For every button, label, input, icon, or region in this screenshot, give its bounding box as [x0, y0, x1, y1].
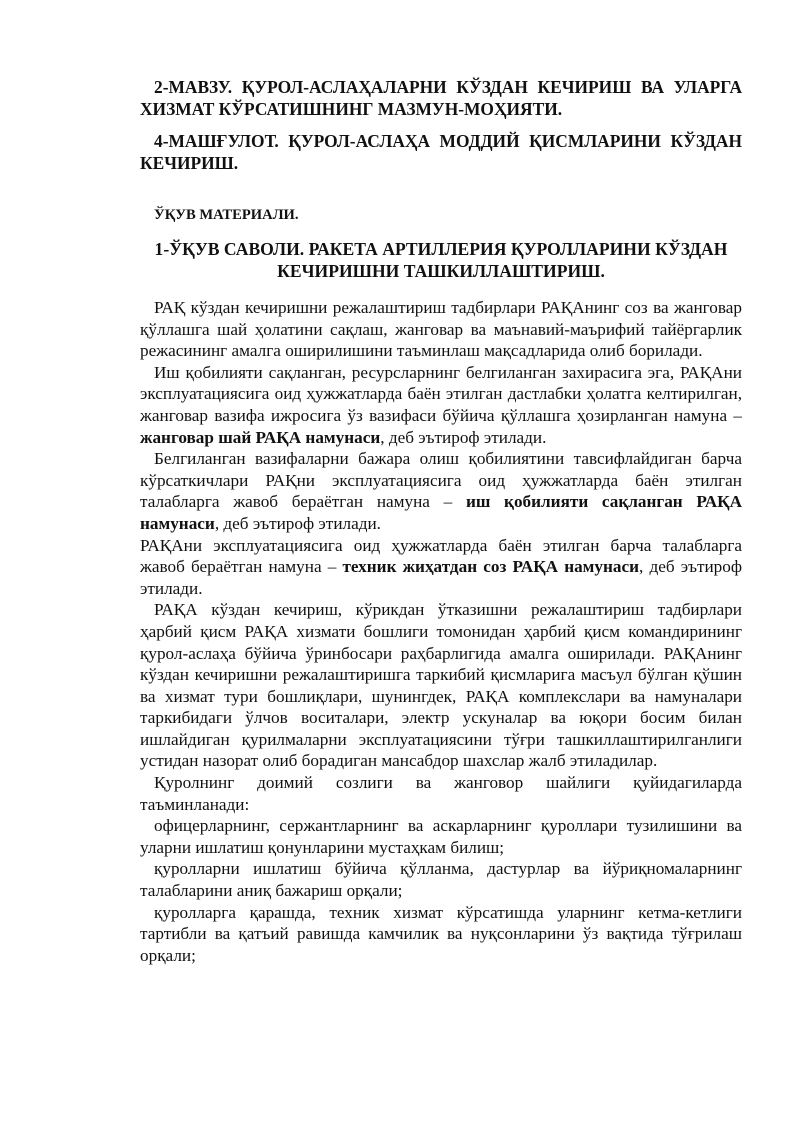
material-heading: ЎҚУВ МАТЕРИАЛИ. — [154, 207, 299, 223]
paragraph-6: Қуролнинг доимий созлиги ва жанговор шайлиги қуйидагиларда таъминланади: — [140, 773, 742, 814]
paragraph-4-term: техник жиҳатдан соз РАҚА намунаси — [342, 557, 640, 577]
list-item-2: қуролларни ишлатиш бўйича қўлланма, дастурлар ва йўриқномаларнинг талабларини аниқ бажариш орқали; — [140, 859, 742, 901]
paragraph-3 — [140, 448, 742, 534]
paragraph-2-text-c: , деб эътироф этилади. — [380, 427, 547, 447]
paragraph-5: РАҚА кўздан кечириш, кўрикдан ўтказишни режалаштириш тадбирлари ҳарбий қисм РАҚА хизмати бошлиги томонидан ҳарбий қисм командирининг қурол-аслаҳа бўйича ўринбосари раҳбарлигида амалга оширилади. РАҚАнинг кўздан кечиришни режалаштиришга таркибий қисмларига масъул бўлган қўшин ва хизмат тури бошлиқлари, шунингдек, РАҚА комплекслари ва намуналари таркибидаги ўлчов воситалари, электр ускуналар ва юқори босим билан ишлайдиган қурилмаларни эксплуатациясини тўғри ташкиллаштирилганлиги устидан назорат олиб борадиган мансабдор шахслар жалб этиладилар. — [140, 600, 742, 771]
paragraph-4-text-c: , деб эътироф этилади. — [140, 557, 742, 598]
paragraph-3-text-c: , деб эътироф этилади. — [214, 513, 381, 533]
list-item-3: қуролларга қарашда, техник хизмат кўрсатишда уларнинг кетма-кетлиги тартибли ва қатъий равишда камчилик ва нуқсонларини ўз вақтида тўғрилаш орқали; — [140, 902, 742, 965]
question-heading: 1-ЎҚУВ САВОЛИ. РАКЕТА АРТИЛЛЕРИЯ ҚУРОЛЛАРИНИ КЎЗДАН КЕЧИРИШНИ ТАШКИЛЛАШТИРИШ. — [154, 239, 728, 281]
topic-heading: 2-МАВЗУ. ҚУРОЛ-АСЛАҲАЛАРНИ КЎЗДАН КЕЧИРИШ ВА УЛАРГА ХИЗМАТ КЎРСАТИШНИНГ МАЗМУН-МОҲИЯТИ. — [140, 77, 742, 119]
paragraph-1: РАҚ кўздан кечиришни режалаштириш тадбирлари РАҚАнинг соз ва жанговар қўллашга шай ҳолатини сақлаш, жанговар ва маънавий-маърифий тайёргарлик режасининг амалга оширилишини таъминлаш мақсадларида олиб борилади. — [140, 298, 742, 361]
list-item-1: офицерларнинг, сержантларнинг ва аскарларнинг қуроллари тузилишини ва уларни ишлатиш қонунларини мустаҳкам билиш; — [140, 816, 742, 857]
paragraph-4-text-a: РАҚАни эксплуатациясига оид ҳужжатларда баён этилган барча талабларга жавоб бераётган намуна – — [140, 535, 742, 577]
lesson-heading: 4-МАШҒУЛОТ. ҚУРОЛ-АСЛАҲА МОДДИЙ ҚИСМЛАРИНИ КЎЗДАН КЕЧИРИШ. — [140, 131, 742, 173]
paragraph-3-term: иш қобилияти сақланган РАҚА намунаси — [140, 492, 742, 533]
document-body — [140, 297, 742, 966]
paragraph-2-text-a: Иш қобилияти сақланган, ресурсларнинг белгиланган захирасига эга, РАҚАни эксплуатациясига оид ҳужжатларда баён этилган дастлабки ҳолатга келтирилган, жанговар вазифа ижросига ўз вазифаси бўйича қўллашга ҳозирланган намуна – — [140, 362, 742, 425]
paragraph-2-term: жанговар шай РАҚА намунаси — [140, 427, 381, 447]
paragraph-2 — [140, 362, 742, 448]
paragraph-3-text-a: Белгиланган вазифаларни бажара олиш қобилиятини тавсифлайдиган барча кўрсаткичлари РАҚни эксплуатациясига оид ҳужжатларда баён этилган талабларга жавоб бераётган намуна – — [140, 449, 742, 512]
paragraph-4 — [140, 535, 742, 600]
